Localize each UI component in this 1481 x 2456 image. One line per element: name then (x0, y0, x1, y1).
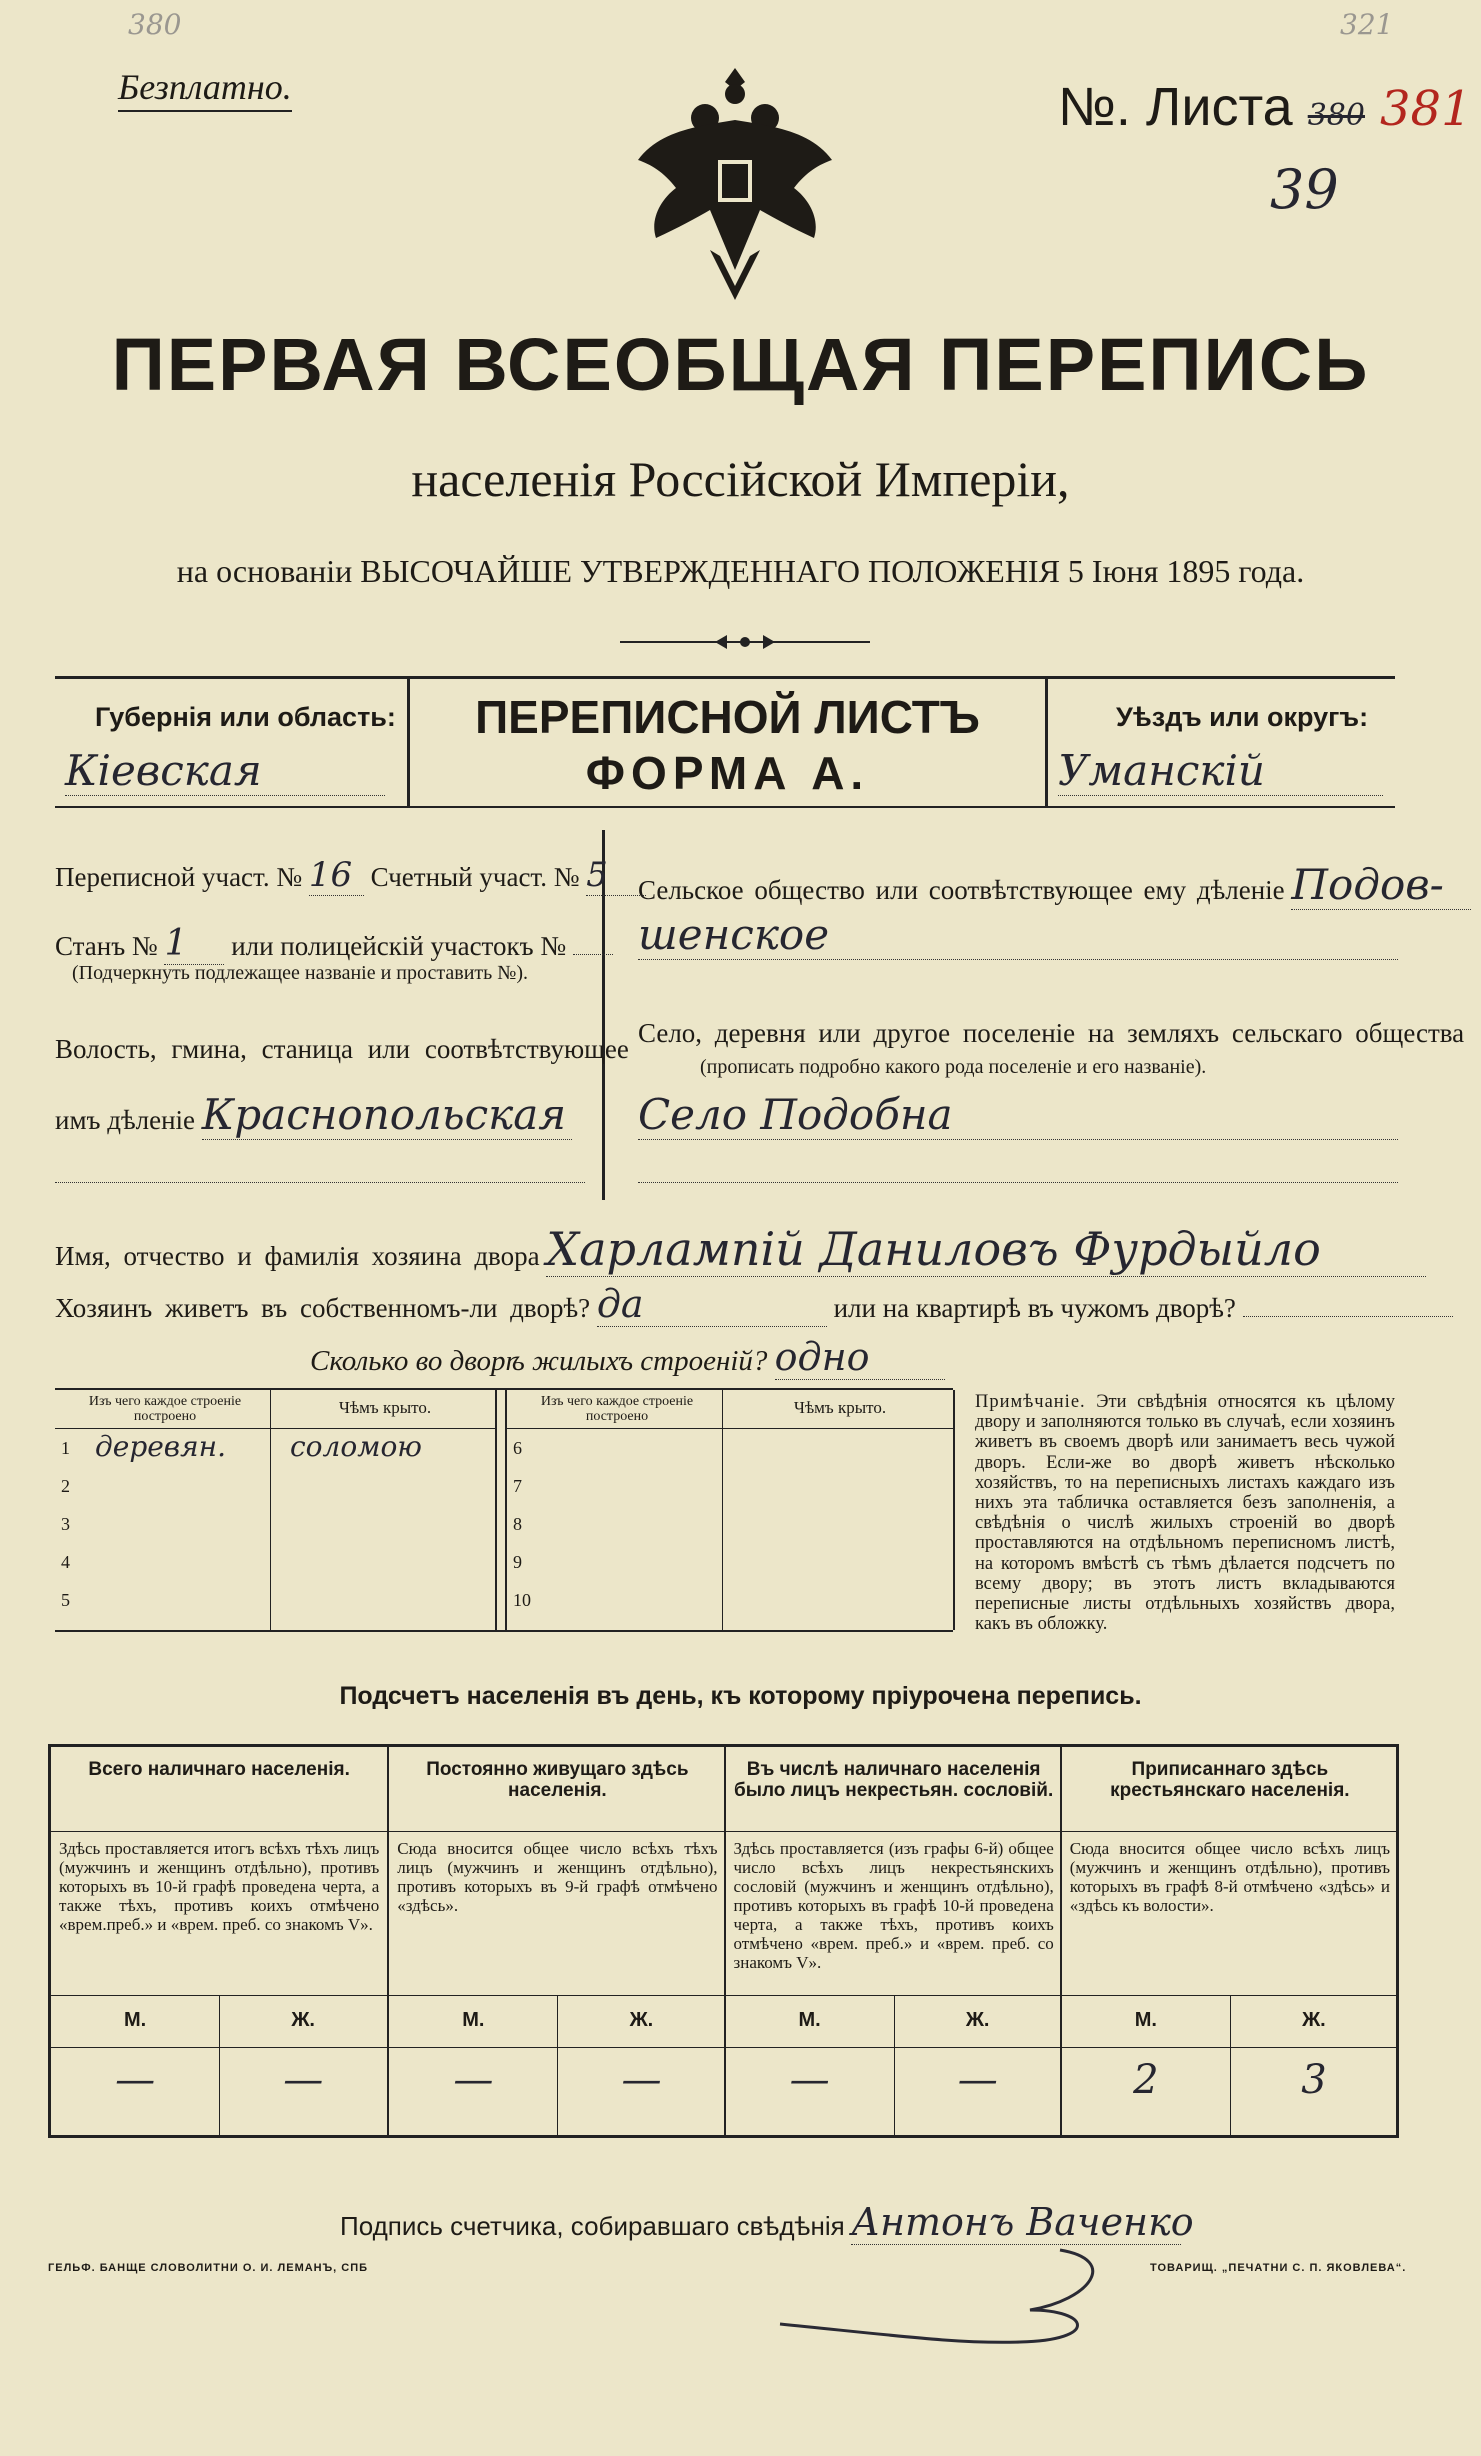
imperial-eagle-emblem (630, 60, 840, 310)
district-value: Уманскій (1058, 746, 1383, 796)
col-roof-header-left: Чѣмъ крыто. (338, 1398, 432, 1417)
census-section-field (55, 855, 646, 896)
male-label: М. (798, 2009, 821, 2031)
ornament-icon (620, 630, 870, 654)
female-count: 3 (1301, 2057, 1327, 2103)
stan-value: 1 (164, 923, 224, 965)
owner-yard-label: Хозяинъ живетъ въ собственномъ-ли дворѣ? (55, 1293, 591, 1323)
counting-section-value: 5 (586, 855, 646, 896)
population-column-header: Въ числѣ наличнаго населенія было лицъ некрестьян. сословій. (734, 1759, 1054, 1801)
village-note: (прописать подробно какого рода поселеніе и его названіе). (700, 1056, 1207, 1078)
population-column-header: Постоянно живущаго здѣсь населенія. (426, 1759, 689, 1801)
buildings-count-label: Сколько во дворѣ жилыхъ строеній? (310, 1345, 768, 1377)
building-row (507, 1586, 953, 1624)
buildings-table-left (55, 1390, 495, 1630)
population-column-description: Сюда вносится общее число всѣхъ лицъ (мужчинъ и женщинъ отдѣльно), противъ которыхъ въ графѣ 8-й отмѣчено «здѣсь» и «здѣсь къ волости». (1069, 1839, 1390, 1915)
owner-name-value: Харлампій Даниловъ Фурдыйло (546, 1222, 1426, 1277)
building-row (507, 1434, 953, 1472)
building-row (507, 1510, 953, 1548)
population-column-description: Здѣсь проставляется итогъ всѣхъ тѣхъ лицъ (мужчинъ и женщинъ отдѣльно), противъ которыхъ въ 10-й графѣ проведена черта, а также тѣхъ, противъ коихъ отмѣчено «врем.преб.» и «врем. преб. со знакомъ V». (59, 1839, 380, 1934)
building-material: деревян. (95, 1430, 226, 1463)
male-count: — (789, 2057, 830, 2103)
population-title: Подсчетъ населенія въ день, къ которому пріурочена перепись. (339, 1682, 1142, 1710)
ornament-divider (620, 630, 870, 660)
col-roof-header-right: Чѣмъ крыто. (793, 1398, 887, 1417)
underline-note: (Подчеркнуть подлежащее названіе и проставить №). (72, 962, 528, 984)
census-section-label: Переписной участ. № (55, 862, 303, 892)
female-count: — (283, 2057, 324, 2103)
sheet-title: ПЕРЕПИСНОЙ ЛИСТЪ (475, 691, 980, 743)
owner-name-field (55, 1222, 1426, 1277)
building-row-number: 4 (61, 1552, 70, 1572)
signature-field (340, 2200, 1194, 2245)
archive-number-right: 321 (1340, 8, 1394, 41)
male-count: — (453, 2057, 494, 2103)
sheet-number-struck: 380 (1307, 98, 1365, 133)
owner-yard-field (55, 1282, 1453, 1327)
district-label: Уѣздъ или округъ: (1116, 702, 1369, 732)
counting-section-label: Счетный участ. № (370, 862, 580, 892)
female-count: — (957, 2057, 998, 2103)
volost-label-1: Волость, гмина, станица или соотвѣтствующее (55, 1034, 629, 1064)
form-label: ФОРМА А. (585, 747, 870, 799)
owner-name-label: Имя, отчество и фамилія хозяина двора (55, 1241, 540, 1271)
signature-flourish (760, 2240, 1150, 2350)
volost-field (55, 1090, 572, 1140)
free-label: Безплатно. (118, 66, 292, 112)
district-box (1045, 676, 1398, 806)
note-title: Примѣчаніе. (975, 1392, 1086, 1412)
society-value-1: Подов- (1291, 860, 1471, 910)
female-label: Ж. (1302, 2009, 1326, 2031)
sheet-title-box (410, 676, 1045, 806)
building-row (55, 1430, 495, 1472)
female-label: Ж. (965, 2009, 990, 2031)
village-label: Село, деревня или другое поселеніе на земляхъ сельскаго общества (638, 1018, 1465, 1048)
building-row (55, 1510, 495, 1548)
census-section-value: 16 (309, 855, 364, 896)
note-block (975, 1392, 1395, 1634)
building-row-number: 3 (61, 1514, 70, 1534)
village-extra-line (638, 1182, 1398, 1183)
archive-number-left: 380 (128, 8, 182, 41)
buildings-table (55, 1388, 953, 1632)
province-label: Губернія или область: (95, 702, 396, 732)
census-basis-line: на основаніи ВЫСОЧАЙШЕ УТВЕРЖДЕННАГО ПОЛОЖЕНІЯ 5 Іюня 1895 года. (176, 553, 1305, 589)
owner-yard-value: да (597, 1282, 827, 1327)
male-count: — (115, 2057, 156, 2103)
police-value-blank (573, 954, 613, 955)
population-column-header: Всего наличнаго населенія. (88, 1759, 350, 1780)
population-column (51, 1747, 387, 2135)
building-row-number: 2 (61, 1476, 70, 1496)
col-material-header-left: Изъ чего каждое строеніе построено (88, 1394, 242, 1424)
population-column (387, 1747, 725, 2135)
building-row-number: 6 (513, 1438, 522, 1458)
volost-extra-line (55, 1182, 585, 1183)
buildings-table-right (507, 1390, 953, 1630)
society-label: Сельское общество или соотвѣтствующее ему дѣленіе (638, 875, 1285, 905)
printer-right: ТОВАРИЩ. „ПЕЧАТНИ С. П. ЯКОВЛЕВА“. (1150, 2262, 1407, 2274)
buildings-count-value: одно (775, 1335, 945, 1380)
building-row-number: 8 (513, 1514, 522, 1534)
male-label: М. (462, 2009, 485, 2031)
building-row-number: 10 (513, 1590, 531, 1610)
male-label: М. (1134, 2009, 1157, 2031)
printer-left: ГЕЛЬФ. БАНЩЕ СЛОВОЛИТНИ О. И. ЛЕМАНЪ, СПБ (48, 2262, 369, 2274)
building-row (507, 1472, 953, 1510)
sheet-number-pencil: 39 (1270, 158, 1339, 221)
table-double-divider (495, 1390, 507, 1630)
male-label: М. (123, 2009, 147, 2031)
building-row-number: 9 (513, 1552, 522, 1572)
building-row (55, 1472, 495, 1510)
village-value: Село Подобна (638, 1090, 1398, 1140)
col-material-header-right: Изъ чего каждое строеніе построено (540, 1394, 694, 1424)
stan-label: Станъ № (55, 931, 158, 961)
population-table (48, 1744, 1399, 2138)
volost-label-2: имъ дѣленіе (55, 1105, 196, 1135)
signature-label: Подпись счетчика, собиравшаго свѣдѣнія (340, 2211, 845, 2241)
province-value: Кіевская (65, 746, 385, 796)
volost-value: Краснопольская (202, 1090, 572, 1140)
form-header-bottom-rule (55, 806, 1395, 808)
building-row-number: 7 (513, 1476, 522, 1496)
note-text: Эти свѣдѣнія относятся къ цѣлому двору и заполняются только въ случаѣ, если хозяинъ живетъ въ своемъ дворѣ или занимаетъ весь чужой дворъ. Если-же во дворѣ живетъ нѣсколько хозяйствъ, то на переписныхъ листахъ каждаго изъ нихъ эта табличка оставляется безъ заполненія, а свѣдѣнія о числѣ жилыхъ строеній во дворѣ проставляются на отдѣльномъ переписномъ листѣ, на которомъ вмѣстѣ съ тѣмъ дѣлается подсчетъ по всему двору; въ этотъ листъ вкладываются переписные листы отдѣльныхъ хозяйствъ двора, какъ въ обложку. (975, 1392, 1395, 1635)
society-value-2: шенское (638, 910, 1398, 960)
province-box (55, 676, 410, 806)
signature-value: Антонъ Ваченко (851, 2200, 1194, 2244)
sheet-number-label: №. Листа (1058, 77, 1293, 137)
population-column-header: Приписаннаго здѣсь крестьянскаго населенія. (1110, 1759, 1350, 1801)
population-column (724, 1747, 1062, 2135)
buildings-count-field (310, 1335, 945, 1380)
police-label: или полицейскій участокъ № (231, 931, 567, 961)
building-row (507, 1548, 953, 1586)
female-count: — (621, 2057, 662, 2103)
sheet-number (1058, 76, 1472, 138)
population-column (1060, 1747, 1398, 2135)
building-row (55, 1586, 495, 1624)
population-column-description: Здѣсь проставляется (изъ графы 6-й) общее число всѣхъ лицъ некрестьянскихъ сословій (мужчинъ и женщинъ отдѣльно), противъ которыхъ въ графѣ 10-й проведена черта, а также тѣхъ, противъ коихъ отмѣчено «врем. преб.» и «врем. преб. со знакомъ V». (733, 1839, 1054, 1972)
owner-rent-label: или на квартирѣ въ чужомъ дворѣ? (833, 1293, 1236, 1323)
population-column-description: Сюда вносится общее число всѣхъ тѣхъ лицъ (мужчинъ и женщинъ отдѣльно), противъ которыхъ въ 9-й графѣ отмѣчено «здѣсь». (397, 1839, 718, 1915)
stan-field (55, 923, 613, 965)
building-row-number: 1 (61, 1438, 70, 1458)
male-count: 2 (1133, 2057, 1159, 2103)
building-roof: соломою (290, 1430, 422, 1463)
census-main-title: ПЕРВАЯ ВСЕОБЩАЯ ПЕРЕПИСЬ (111, 323, 1370, 406)
female-label: Ж. (291, 2009, 315, 2031)
owner-rent-blank (1243, 1316, 1453, 1317)
society-field (638, 860, 1471, 910)
sheet-number-red: 381 (1380, 81, 1472, 137)
building-row-number: 5 (61, 1590, 70, 1610)
female-label: Ж. (629, 2009, 654, 2031)
census-subtitle: населенія Россійской Имперіи, (411, 451, 1070, 507)
building-row (55, 1548, 495, 1586)
